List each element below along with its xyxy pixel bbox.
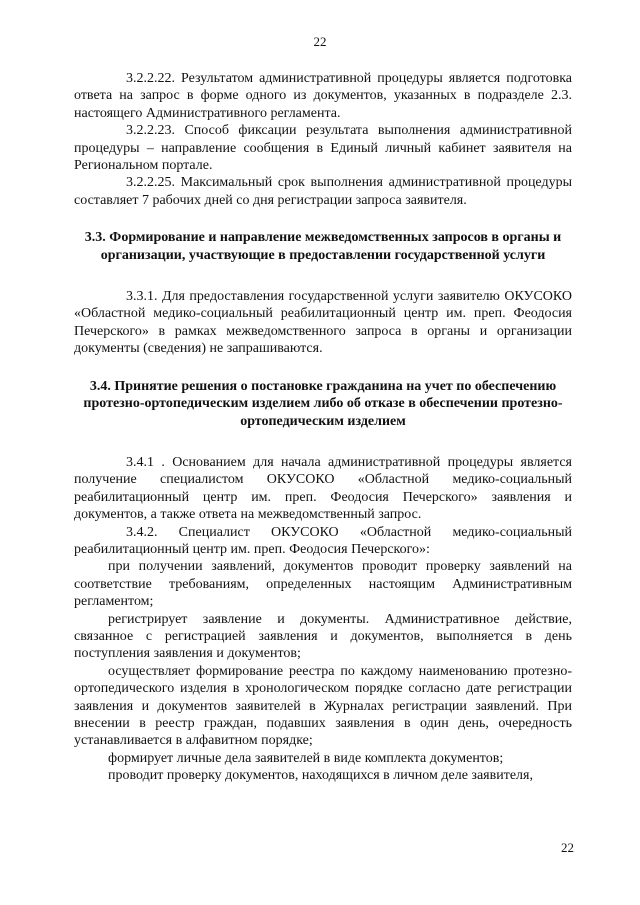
spacer xyxy=(74,430,572,454)
list-item-check-applications: при получении заявлений, документов проводит проверку заявлений на соответствие требованиям, определенных настоящим Административным регламентом; xyxy=(74,559,572,610)
paragraph-3-4-1: 3.4.1 . Основанием для начала административной процедуры является получение специалистом ОКУСОКО «Областной медико-социальный реабилитационный центр им. преп. Феодосия Печерского» заявления и документов, а также ответа на межведомственный запрос. xyxy=(74,454,572,523)
section-heading-3-3: 3.3. Формирование и направление межведомственных запросов в органы и организации, участвующие в предоставлении государственной услуги xyxy=(84,230,562,263)
paragraph-3-2-2-22: 3.2.2.22. Результатом административной процедуры является подготовка ответа на запрос в форме одного из документов, указанных в подразделе 2.3. настоящего Административного регламента. xyxy=(74,71,572,121)
list-item-personal-files: формирует личные дела заявителей в виде комплекта документов; xyxy=(108,750,504,766)
spacer xyxy=(74,209,572,229)
paragraph-3-2-2-23: 3.2.2.23. Способ фиксации результата выполнения административной процедуры – направление сообщения в Единый личный кабинет заявителя на Региональном портале. xyxy=(74,123,572,174)
list-item-form-registry: осуществляет формирование реестра по каждому наименованию протезно-ортопедического изделия в хронологическом порядке согласно дате регистрации заявления и документов заявителей в Журналах регистрации заявлений. При внесении в реестр граждан, подавших заявления в один день, очередность устанавливается в алфавитном порядке; xyxy=(74,663,572,749)
page-number-top: 22 xyxy=(313,34,327,49)
list-item-register-application: регистрирует заявление и документы. Административное действие, связанное с регистрацией заявления и документов, выполняется в день поступления заявления и документов; xyxy=(74,611,572,662)
page-number-bottom: 22 xyxy=(561,840,574,855)
paragraph-3-4-2: 3.4.2. Специалист ОКУСОКО «Областной медико-социальный реабилитационный центр им. преп. Феодосия Печерского»: xyxy=(74,524,572,557)
document-body xyxy=(74,70,572,785)
spacer xyxy=(74,264,572,288)
spacer xyxy=(74,358,572,378)
section-heading-3-4: 3.4. Принятие решения о постановке гражданина на учет по обеспечению протезно-ортопедическим изделием либо об отказе в обеспечении протезно-ортопедическим изделием xyxy=(83,378,563,429)
paragraph-3-2-2-25: 3.2.2.25. Максимальный срок выполнения административной процедуры составляет 7 рабочих дней со дня регистрации запроса заявителя. xyxy=(74,175,572,208)
paragraph-3-3-1: 3.3.1. Для предоставления государственной услуги заявителю ОКУСОКО «Областной медико-социальный реабилитационный центр им. преп. Феодосия Печерского» в рамках межведомственного запроса в органы и организации документы (сведения) не запрашиваются. xyxy=(74,289,572,357)
list-item-check-documents: проводит проверку документов, находящихся в личном деле заявителя, xyxy=(108,768,533,784)
